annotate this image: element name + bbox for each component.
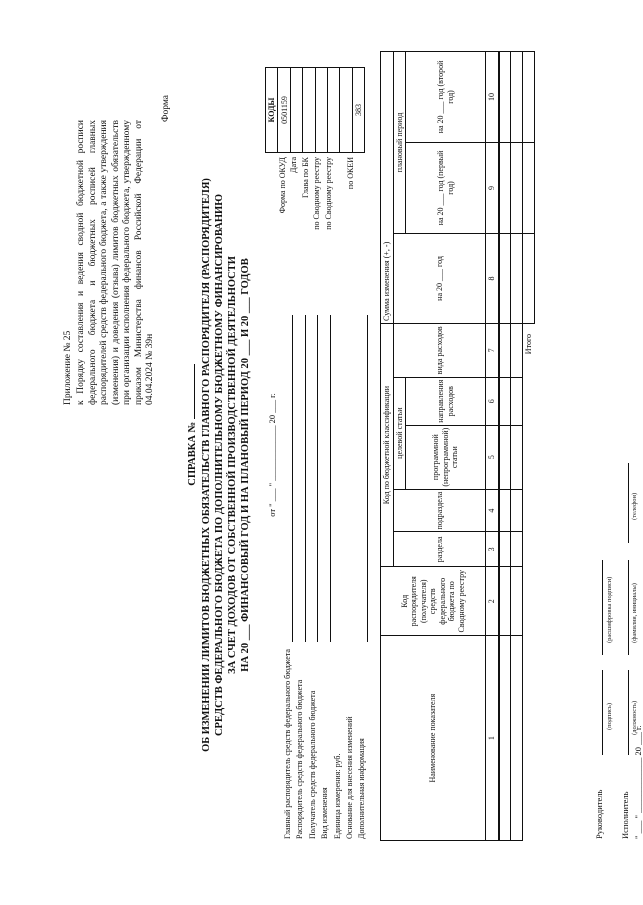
- col-header-planned-period: плановый период: [393, 52, 406, 234]
- head-decode-line[interactable]: [602, 560, 603, 655]
- col-number: 10: [486, 52, 499, 143]
- field-fill-line[interactable]: [317, 315, 318, 642]
- head-signature-line[interactable]: [602, 670, 603, 755]
- field-label: Распорядитель средств федерального бюджета: [295, 679, 305, 839]
- col-header-subsection: подраздела: [393, 489, 486, 532]
- col-header-budget-class: Код по бюджетной классификации: [381, 323, 394, 566]
- field-label: Получатель средств федерального бюджета: [307, 690, 317, 839]
- appendix-title: Приложение № 25: [63, 330, 73, 405]
- code-value: [340, 68, 352, 153]
- col-header-year: на 20 ___ год: [393, 233, 486, 323]
- caption-fio: (фамилия, инициалы): [631, 583, 638, 643]
- title-line: ЗА СЧЕТ ДОХОДОВ ОТ СОБСТВЕННОЙ ПРОИЗВОДСТВЕННОЙ ДЕЯТЕЛЬНОСТИ: [227, 256, 238, 674]
- executor-phone-line[interactable]: [628, 463, 629, 543]
- caption-podpis: (подпись): [606, 703, 613, 730]
- codes-header: КОДЫ: [266, 68, 278, 153]
- col-number: 7: [486, 323, 499, 377]
- code-value: 0501159: [278, 68, 290, 153]
- total-row: [523, 52, 535, 841]
- limits-table: [380, 51, 535, 841]
- col-header-code: Код распорядителя (получателя) средств федерального бюджета по Сводному реестру: [381, 567, 486, 636]
- field-fill-line[interactable]: [292, 315, 293, 642]
- total-label: Итого: [523, 323, 535, 840]
- col-header-first-year: на 20 ___ год (первый год): [406, 142, 486, 233]
- col-header-second-year: на 20 ___ год (второй год): [406, 52, 486, 143]
- code-label: Форма по ОКУД: [278, 157, 287, 214]
- caption-telefon: (телефон): [631, 492, 638, 520]
- spravka-title: [186, 145, 199, 705]
- col-header-section: раздела: [393, 532, 486, 567]
- col-number: 4: [486, 489, 499, 532]
- field-fill-line[interactable]: [330, 315, 331, 642]
- code-label: по Сводному реестру: [312, 157, 322, 230]
- executor-position-line[interactable]: [628, 670, 629, 755]
- date-line: от " ___ " _____________ 20 ___ г.: [267, 393, 277, 517]
- code-label: по ОКЕИ: [346, 157, 356, 190]
- title-line: СРЕДСТВ ФЕДЕРАЛЬНОГО БЮДЖЕТА ПО ДОПОЛНИТЕЛЬНОМУ БЮДЖЕТНОМУ ФИНАНСИРОВАНИЮ: [214, 193, 225, 737]
- col-number: 2: [486, 567, 499, 636]
- col-header-name: Наименование показателя: [381, 636, 486, 841]
- field-label: Главный распорядитель средств федерального бюджета: [283, 649, 292, 839]
- col-header-direction: направления расходов: [406, 377, 486, 425]
- title-line: НА 20 ___ ФИНАНСОВЫЙ ГОД И НА ПЛАНОВЫЙ ПЕРИОД 20 ___ И 20 ___ ГОДОВ: [240, 258, 251, 672]
- caption-dolzhnost: (должность): [631, 700, 638, 735]
- field-fill-line[interactable]: [367, 315, 368, 642]
- codes-table: [265, 67, 365, 153]
- head-label: Руководитель: [594, 789, 604, 839]
- col-header-program: программной (непрограммной) статьи: [406, 425, 486, 489]
- table-row: [511, 52, 523, 841]
- executor-label: Исполнитель: [620, 791, 630, 839]
- col-number: 5: [486, 425, 499, 489]
- title-lines: [200, 165, 252, 765]
- field-label: Вид изменения: [320, 787, 330, 839]
- col-number: 1: [486, 636, 499, 841]
- col-header-target-item: целевой статьи: [393, 377, 406, 489]
- field-fill-line[interactable]: [305, 315, 306, 642]
- form-label: Форма: [161, 95, 171, 123]
- col-number: 6: [486, 377, 499, 425]
- col-number: 9: [486, 142, 499, 233]
- appendix-text: к Порядку составления и ведения сводной бюджетной росписи федерального бюджета и бюджетных росписей главных распорядителей средств федерального бюджета, а также утверждения (изменения) и доведения (отзыва) лимитов бюджетных обязательств при организации исполнения федерального бюджета, утвержденному приказом Министерства финансов Российской Федерации от 04.04.2024 № 39н: [76, 120, 155, 405]
- caption-rasshifrovka: (расшифровка подписи): [606, 576, 613, 643]
- code-label: Глава по БК: [300, 157, 310, 198]
- code-value: [290, 68, 302, 153]
- signature-date: " ___ " _____________ 20 ___ г.: [633, 725, 643, 839]
- col-header-expense-type: вида расходов: [393, 323, 486, 377]
- field-labels: [282, 239, 369, 839]
- col-number: 8: [486, 233, 499, 323]
- code-label: по Сводному реестру: [323, 157, 333, 230]
- code-value: [327, 68, 339, 153]
- code-value: 383: [352, 68, 364, 153]
- code-value: [303, 68, 315, 153]
- field-label: Основание для внесения изменений: [345, 716, 355, 839]
- code-value: [315, 68, 327, 153]
- spravka-label: СПРАВКА №: [187, 421, 198, 486]
- field-label: Единица измерения: руб.: [332, 753, 342, 839]
- title-line: ОБ ИЗМЕНЕНИИ ЛИМИТОВ БЮДЖЕТНЫХ ОБЯЗАТЕЛЬСТВ ГЛАВНОГО РАСПОРЯДИТЕЛЯ (РАСПОРЯДИТЕЛЯ): [201, 178, 212, 752]
- col-header-sum-change: Сумма изменения (+, -): [381, 52, 394, 324]
- executor-name-line[interactable]: [628, 560, 629, 655]
- table-row: [499, 52, 511, 841]
- col-number: 3: [486, 532, 499, 567]
- code-label: Дата: [289, 157, 299, 173]
- field-label: Дополнительная информация: [357, 738, 367, 839]
